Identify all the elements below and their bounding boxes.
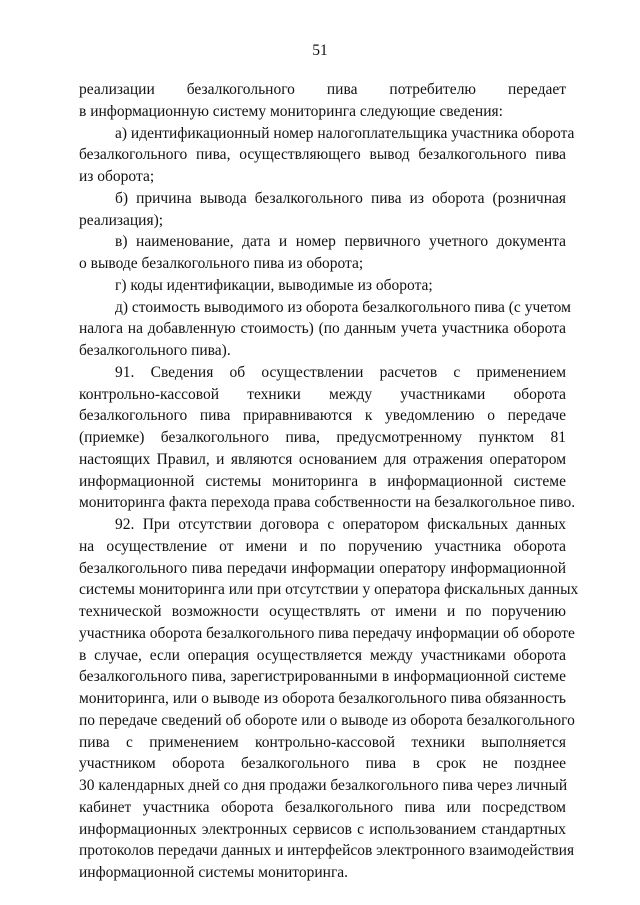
text-line: безалкогольного пива передачи информации оператору информационной — [79, 559, 566, 577]
text-line: участника оборота безалкогольного пива передачу информации об обороте — [79, 624, 575, 642]
text-line: безалкогольного пива приравниваются к уведомлению о передаче — [79, 407, 566, 425]
page-number: 51 — [312, 42, 328, 59]
text-line: из оборота; — [79, 168, 155, 185]
text-line: информационной системы мониторинга в информационной системе — [79, 472, 566, 490]
text-line: безалкогольного пива, осуществляющего вывод безалкогольного пива — [79, 146, 566, 164]
text-line: пива с применением контрольно-кассовой техники выполняется — [79, 733, 566, 751]
text-line: в случае, если операция осуществляется между участниками оборота — [79, 646, 566, 664]
text-line: в) наименование, дата и номер первичного учетного документа — [115, 233, 566, 251]
text-line: г) коды идентификации, выводимые из оборота; — [115, 276, 433, 294]
text-line: (приемке) безалкогольного пива, предусмотренному пунктом 81 — [79, 429, 566, 446]
text-line: настоящих Правил, и являются основанием для отражения оператором — [79, 450, 566, 468]
text-line: информационных электронных сервисов с использованием стандартных — [79, 820, 566, 838]
text-line: о выводе безалкогольного пива из оборота; — [79, 255, 364, 272]
text-line: безалкогольного пива). — [79, 342, 231, 359]
text-line: безалкогольного пива, зарегистрированными в информационной системе — [79, 668, 566, 686]
text-line: д) стоимость выводимого из оборота безалкогольного пива (с учетом — [115, 298, 571, 316]
text-line: реализации безалкогольного пива потребителю передает — [79, 81, 566, 98]
text-line: на осуществление от имени и по поручению участника оборота — [79, 537, 566, 555]
text-line: системы мониторинга или при отсутствии у оператора фискальных данных — [79, 581, 579, 599]
text-line: информационной системы мониторинга. — [79, 864, 349, 881]
text-line: а) идентификационный номер налогоплательщика участника оборота — [115, 124, 575, 142]
text-line: 92. При отсутствии договора с оператором фискальных данных — [115, 516, 566, 533]
text-line: протоколов передачи данных и интерфейсов электронного взаимодействия — [79, 842, 575, 860]
text-line: б) причина вывода безалкогольного пива из оборота (розничная — [115, 189, 566, 207]
text-line: в информационную систему мониторинга следующие сведения: — [79, 102, 503, 120]
text-line: мониторинга, или о выводе из оборота безалкогольного пива обязанность — [79, 690, 566, 707]
text-line: кабинет участника оборота безалкогольного пива или посредством — [79, 798, 566, 816]
text-line: реализация); — [79, 211, 164, 229]
document-body — [79, 79, 579, 884]
text-line: технической возможности осуществлять от имени и по поручению — [79, 603, 566, 620]
text-line: налога на добавленную стоимость) (по данным учета участника оборота — [79, 320, 566, 338]
text-line: 30 календарных дней со дня продажи безалкогольного пива через личный — [79, 777, 568, 794]
text-line: по передаче сведений об обороте или о выводе из оборота безалкогольного — [79, 711, 575, 729]
text-line: 91. Сведения об осуществлении расчетов с применением — [115, 363, 566, 381]
text-line: контрольно-кассовой техники между участниками оборота — [79, 385, 566, 403]
text-line: мониторинга факта перехода права собственности на безалкогольное пиво. — [79, 494, 576, 512]
text-line: участником оборота безалкогольного пива в срок не позднее — [79, 755, 566, 773]
